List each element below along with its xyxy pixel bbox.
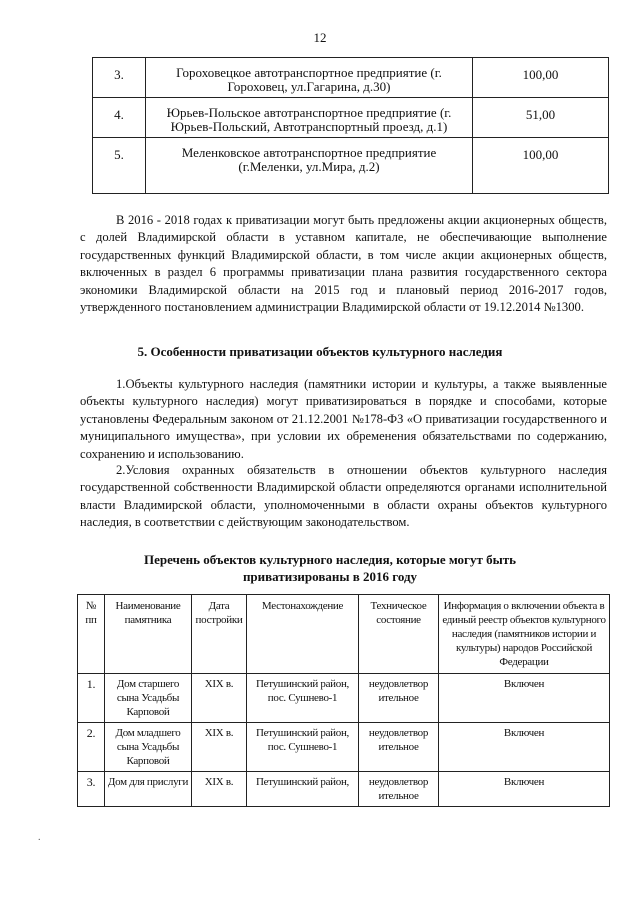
page-number: 12	[313, 30, 327, 45]
share-value: 51,00	[473, 98, 609, 138]
privatization-paragraph: В 2016 - 2018 годах к приватизации могут быть предложены акции акционерных обществ, с долей Владимирской области в уставном капитале, не обеспечивающие выполнение государственных функций Владимирской области, в том числе акции акционерных обществ, включенных в раздел 6 программы приватизации плана развития государственного сектора экономики Владимирской области на 2015 год и плановый период 2016-2017 годов, утвержденного постановлением администрации Владимирской области от 19.12.2014 №1300.	[80, 213, 607, 315]
monument-name: Дом старшего сына Усадьбы Карповой	[105, 674, 192, 723]
row-number: 2.	[78, 723, 105, 772]
enterprise-name: Меленковское автотранспортное предприятие (г.Меленки, ул.Мира, д.2)	[146, 138, 473, 194]
header-registry: Информация о включении объекта в единый реестр объектов культурного наследия (памятников истории и культуры) народов Российской Федерации	[439, 595, 610, 674]
table-row	[78, 772, 610, 807]
table-header-row	[78, 595, 610, 674]
registry-status: Включен	[439, 723, 610, 772]
section-5-paragraph-2: 2.Условия охранных обязательств в отношении объектов культурного наследия государственной собственности Владимирской области определяются органами исполнительной власти Владимирской области, уполномоченными в области охраны объектов культурного наследия, в соответствии с действующим законодательством.	[80, 463, 607, 530]
heritage-table	[77, 594, 610, 807]
section-5-title: 5. Особенности приватизации объектов культурного наследия	[137, 344, 503, 359]
header-number: № пп	[78, 595, 105, 674]
header-condition: Техническое состояние	[359, 595, 439, 674]
monument-name: Дом младшего сына Усадьбы Карповой	[105, 723, 192, 772]
row-number: 5.	[93, 138, 146, 194]
table-row	[93, 58, 609, 98]
row-number: 4.	[93, 98, 146, 138]
location: Петушинский район, пос. Сушнево-1	[247, 674, 359, 723]
heritage-list-title: Перечень объектов культурного наследия, которые могут быть приватизированы в 2016 году	[143, 552, 517, 584]
margin-mark: .	[38, 832, 41, 843]
header-name: Наименование памятника	[105, 595, 192, 674]
table-row	[78, 723, 610, 772]
build-date: XIX в.	[192, 723, 247, 772]
table-row	[78, 674, 610, 723]
row-number: 1.	[78, 674, 105, 723]
section-5-paragraph-1: 1.Объекты культурного наследия (памятники истории и культуры, а также выявленные объекты культурного наследия) могут приватизироваться в порядке и способами, которые установлены Федеральным законом от 21.12.2001 №178-ФЗ «О приватизации государственного и муниципального имущества», при условии их обременения обязательствами по содержанию, сохранению и использованию.	[80, 377, 607, 461]
share-value: 100,00	[473, 58, 609, 98]
build-date: XIX в.	[192, 674, 247, 723]
monument-name: Дом для прислуги	[105, 772, 192, 807]
table-row	[93, 98, 609, 138]
table-row	[93, 138, 609, 194]
build-date: XIX в.	[192, 772, 247, 807]
row-number: 3.	[78, 772, 105, 807]
registry-status: Включен	[439, 772, 610, 807]
row-number: 3.	[93, 58, 146, 98]
share-value: 100,00	[473, 138, 609, 194]
enterprises-table	[92, 57, 609, 194]
condition: неудовлетвор ительное	[359, 772, 439, 807]
enterprise-name: Юрьев-Польское автотранспортное предприятие (г. Юрьев-Польский, Автотранспортный проезд, д.1)	[146, 98, 473, 138]
header-location: Местонахождение	[247, 595, 359, 674]
registry-status: Включен	[439, 674, 610, 723]
condition: неудовлетвор ительное	[359, 674, 439, 723]
location: Петушинский район, пос. Сушнево-1	[247, 723, 359, 772]
location: Петушинский район,	[247, 772, 359, 807]
condition: неудовлетвор ительное	[359, 723, 439, 772]
header-date: Дата постройки	[192, 595, 247, 674]
enterprise-name: Гороховецкое автотранспортное предприятие (г. Гороховец, ул.Гагарина, д.30)	[146, 58, 473, 98]
